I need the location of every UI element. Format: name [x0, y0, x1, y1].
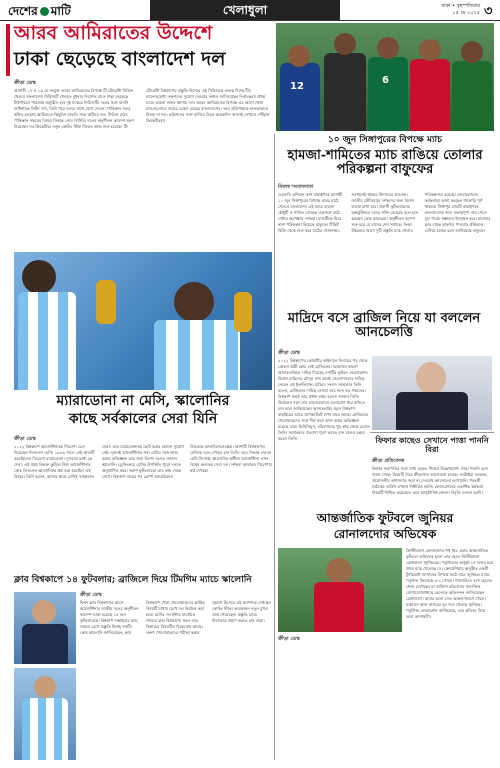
masthead-logo-icon	[40, 7, 49, 16]
story6-headline-1: আন্তর্জাতিক ফুটবলে জুনিয়র	[316, 511, 454, 525]
story4-body: ফিফার সভাপতির সঙ্গে দেখা করতে গিয়েও উল্লেখযোগ্য সাড়া পাননি বলে জানা গেছে। বিষয়টি নিয়ে ক্রীড়াঙ্গনে আলোচনা চলছে। সংশ্লিষ্টরা বলছেন, প্রয়োজনীয় কাগজপত্র জমা না দেওয়ায় আলোচনা এগোয়নি। পরবর্তী বৈঠকের তারিখ এখনো নির্ধারিত হয়নি। ফেডারেশনের একাধিক কর্মকর্তা বিষয়টি নিশ্চিত করেছেন। তবে আনুষ্ঠানিক কোনো বিবৃতি দেওয়া হয়নি।	[372, 466, 488, 495]
football-team-photo	[276, 23, 494, 131]
player-figure	[280, 63, 320, 131]
story7-headline: ক্লাব বিশ্বকাপে ১৪ ফুটবলার; ব্রাজিলে দিয়ে টিমগিম ম্যাচে স্কালোনি	[14, 575, 252, 585]
ronaldo-jr-photo	[278, 548, 402, 632]
person-figure	[22, 698, 68, 760]
player-head	[377, 37, 399, 59]
ancelotti-photo	[372, 356, 492, 430]
player-figure	[324, 53, 366, 131]
story1-byline: ক্রীড়া ডেস্ক	[14, 80, 36, 86]
section-title: খেলাধুলা	[150, 0, 340, 20]
trophy-icon	[96, 280, 116, 324]
story3-byline: ক্রীড়া ডেস্ক	[278, 350, 300, 356]
story6-byline: ক্রীড়া ডেস্ক	[278, 636, 300, 642]
player-head	[174, 282, 214, 322]
player-figure	[314, 582, 364, 632]
story7-byline: ক্রীড়া ডেস্ক	[80, 592, 102, 598]
masthead-left: দেশের	[8, 4, 38, 18]
headline-accent-bar	[6, 24, 10, 76]
story6-body: ক্রিস্টিয়ানো রোনালদোর পথ ধরে এবার আন্তর্জাতিক ফুটবলে অভিষেক হলো তার ছেলে ক্রিস্টিয়ানো রোনালদো জুনিয়রের। পর্তুগালের অনূর্ধ্ব-১৫ দলের হয়ে প্রথম ম্যাচ খেলেছে সে। ক্রোয়েশিয়ায় অনুষ্ঠিত একটি টুর্নামেন্টে জাপানের বিপক্ষে মাঠে নামে জুনিয়র। ম্যাচে পর্তুগাল জিতেছে ৪-১ গোলে। গ্যালারিতে বসে ছেলের খেলা দেখেছেন মা জর্জিনা রদ্রিগেজ। সামাজিক যোগাযোগমাধ্যমে ছেলেকে অভিনন্দন জানিয়েছেন রোনালদো। বাবার মতো সেও আক্রমণভাগে খেলে। বর্তমানে আল নাসরের যুব দলে খেলছে জুনিয়র। পর্তুগিজ ফেডারেশন জানিয়েছে, তার প্রতিভা নিয়ে তারা আশাবাদী।	[406, 548, 494, 619]
story1-body: আগামী ১৭ ও ১৯ মে সংযুক্ত আরব আমিরাতের বিপক্ষে টি-টোয়েন্টি সিরিজ খেলবে বাংলাদেশ। সিরিজটি খেলতে বুধবার দিবাগত রাতে ঢাকা ছেড়েছে টাইগাররা। শারজায় অনুষ্ঠিত হবে দুই ম্যাচের সিরিজটি। দলের সঙ্গে যাননি অধিনায়ক লিটন দাস, তিনি পরে দলের সাথে যোগ দেবেন। পাকিস্তান সফর স্থগিত হওয়ায় আমিরাতে কিছুদিন বাড়তি সময় কাটাবে দল। সিরিজ শেষে পাকিস্তান সফরের বিষয়ে সিদ্ধান্ত নেবে বিসিবি। দলের অনুশীলন ক্যাম্পে অংশ নিয়েছেন সব ক্রিকেটার। নতুন কোচিং স্টাফ নিয়েও কাজ শুরু হয়েছে। টি-টোয়েন্টি বিশ্বকাপের প্রস্তুতি হিসেবে এই সিরিজকে গুরুত্ব দিচ্ছে টিম ম্যানেজমেন্ট। তরুণদের সুযোগ দেওয়ার কথাও জানিয়েছেন নির্বাচকরা। প্রথম ম্যাচে ভালো শুরুর আশায় দল। আরব আমিরাতের বিপক্ষে এর আগে খেলা ম্যাচগুলোতে জয়ের রেকর্ড রয়েছে বাংলাদেশের। তবে প্রতিপক্ষকে হালকাভাবে নিচ্ছে না দল। কন্ডিশনের সঙ্গে মানিয়ে নিতে কয়েকদিন আগেই সেখানে পৌঁছাল ক্রিকেটাররা।	[14, 88, 270, 129]
story5-byline: ক্রীড়া ডেস্ক	[14, 436, 36, 442]
story3-body: ২০২২ বিশ্বকাপের কোয়ার্টার ফাইনালে বিদায়ের পর থেকে কোনো স্থায়ী কোচ নেই ব্রাজিলের। অবশেষে কার্লো আনচেলত্তিকে দায়িত্ব দিয়েছে দেশটির ফুটবল ফেডারেশন। রিয়াল মাদ্রিদের মৌসুম শেষ করেই সেলেসাওদের দায়িত্ব নেবেন এই ইতালিয়ান। মাদ্রিদে সংবাদ সম্মেলনে তিনি বলেন, ব্রাজিলের দায়িত্ব নেওয়া তার জন্য বড় সম্মানের। বিশ্বকাপ জয়ই তার প্রধান লক্ষ্য বলেও জানান তিনি। রিয়ালের সঙ্গে শেষ ম্যাচগুলোতে মনোযোগ ধরে রাখতে চান বলে জানিয়েছেন আনচেলত্তি। জুনে বিশ্বকাপ বাছাইয়ের ম্যাচে ডাগআউটে দেখা যাবে তাকে। ব্রাজিলের খেলোয়াড়দের সঙ্গে দীর্ঘ সময় কাজ করার অভিজ্ঞতা রয়েছে তার। ভিনিসিয়ুস, রদ্রিগোদের খুব কাছ থেকে চেনেন তিনি। সমর্থকদের প্রত্যাশা পূরণ করতে চান বলেও মন্তব্য করেন তিনি।	[278, 358, 370, 441]
player-head	[461, 41, 483, 63]
jersey-number: 12	[290, 81, 304, 92]
column-divider	[274, 134, 275, 760]
player-head	[22, 260, 56, 294]
page-number: ৩	[484, 4, 493, 19]
player-figure	[410, 59, 450, 131]
story5-headline-1: ম্যারাডোনা না মেসি, স্কালোনির	[56, 393, 230, 409]
player-figure	[452, 61, 492, 131]
player-head	[419, 39, 441, 61]
story2-kicker: ১০ জুন সিঙ্গাপুরের বিপক্ষে ম্যাচ	[327, 135, 443, 145]
player-head	[326, 558, 352, 584]
jersey-number: 6	[382, 75, 389, 86]
story2-headline: হামজা-শামিতের ম্যাচ রাঙিয়ে তোলার পরিকল্পনা বাফুফের	[287, 148, 483, 178]
person-head	[34, 676, 56, 698]
maradona-messi-photo	[14, 252, 272, 390]
masthead	[8, 3, 71, 23]
masthead-right: মাটি	[50, 4, 71, 18]
story4-headline: ফিফার কাছেও সেখানে পাত্তা পাননি বিরা	[375, 435, 489, 454]
player-figure	[154, 320, 240, 390]
story1-headline-1: আরব আমিরাতের উদ্দেশে	[14, 22, 213, 44]
story3-headline: মাদ্রিদে বসে ব্রাজিল নিয়ে যা বললেন আনচেলত্তি	[287, 311, 481, 341]
story6-headline-2: রোনালদোর অভিষেক	[333, 527, 437, 541]
person-figure	[22, 624, 68, 664]
story5-headline-2: কাছে সর্বকালের সেরা যিনি	[68, 411, 218, 427]
story2-body: এএফসি এশিয়ান কাপ বাছাইপর্বে আগামী ১০ জুন সিঙ্গাপুরের বিপক্ষে ঘরের মাঠে খেলবে বাংলাদেশ। এই ম্যাচে হামজা চৌধুরী ও শামিত সোমকে একসঙ্গে মাঠে দেখার অপেক্ষায় দর্শকরা। ম্যাচটিকে ঘিরে নানা পরিকল্পনা নিয়েছে বাফুফে। টিকিট বিক্রি থেকে শুরু করে মাঠের সাজসজ্জা, সবখানেই থাকবে উৎসবের আমেজ। জাতীয় স্টেডিয়ামে দর্শকদের জন্য বিশেষ ব্যবস্থা রাখা হবে। প্রবাসী ফুটবলারদের অন্তর্ভুক্তিতে দলের শক্তি বেড়েছে বলে মনে করছেন কোচ কাবরেরা। অনুশীলন ক্যাম্প শুরু হবে মে মাসের শেষ সপ্তাহে। ফিফা উইন্ডোর আগে দুটি প্রস্তুতি ম্যাচ খেলার পরিকল্পনাও রয়েছে। ফেডারেশনের কর্মকর্তারা আশা করছেন গ্যালারি পূর্ণ থাকবে। সিঙ্গাপুর ম্যাচটি বাছাইপর্বে বাংলাদেশের জন্য গুরুত্বপূর্ণ। জয় পেলে মূল পর্বের সম্ভাবনা উজ্জ্বল হবে। হামজার ক্লাব থেকে ছাড়পত্র পাওয়ার প্রক্রিয়াও এগিয়ে চলছে বলে জানিয়েছে বাফুফে।	[278, 192, 491, 233]
player-figure	[18, 292, 76, 390]
scaloni-photo	[14, 592, 76, 664]
messi-photo	[14, 668, 76, 760]
page-info-date: ১৫ মে ২০২৫	[452, 10, 480, 16]
story2-byline: নিজস্ব সংবাদদাতা	[278, 184, 314, 190]
story7-body: ফিফা ক্লাব বিশ্বকাপের আগে আর্জেন্টিনার জাতীয় দলের অনুশীলন ক্যাম্পে ডাকা হয়েছে ১৪ জন ফুটবলারকে। বিশ্বকাপ বাছাইয়ের ম্যাচ সামনে রেখে প্রস্তুতি নিচ্ছে দলটি। কোচ স্কালোনি জানিয়েছেন, ক্লাব বিশ্বকাপে খেলা খেলোয়াড়দের ক্লান্তির বিষয়টি মাথায় রেখে দল নির্বাচন করা হবে। মেসির দল ইন্টার মায়ামিও খেলবে ক্লাব বিশ্বকাপে। ফলে তার বিশ্রামের বিষয়টিও বিবেচনায় আছে। তরুণ খেলোয়াড়দের পরীক্ষা করার সুযোগ হিসেবে এই ক্যাম্পকে দেখছেন কোচিং স্টাফ। কয়েকজন নতুন মুখও ডাক পেয়েছেন। প্রস্তুতি ম্যাচে নিজেদের প্রমাণ করতে চান তারা।	[80, 600, 271, 635]
divider	[370, 432, 494, 433]
player-head	[288, 45, 310, 67]
story1-headline-2: ঢাকা ছেড়েছে বাংলাদেশ দল	[14, 48, 226, 70]
story4-byline: ক্রীড়া প্রতিবেদক	[372, 458, 405, 464]
player-head	[334, 33, 356, 55]
person-head	[416, 362, 446, 394]
person-figure	[396, 392, 468, 430]
player-figure	[368, 57, 408, 131]
story5-body: ২০২২ বিশ্বকাপে আর্জেন্টিনাকে শিরোপা এনে দিয়েছেন লিওনেল মেসি। ১৯৮৬ সালে সেই কাজটি করেছিলেন দিয়েগো ম্যারাডোনা। দুজনের মধ্যে কে সেরা, এই প্রশ্নে বিভক্ত ফুটবল বিশ্ব। আর্জেন্টিনার কোচ লিওনেল স্কালোনিকে প্রশ্ন করা হয়েছিল এই বিষয়ে। তিনি বলেন, আমার কাছে মেসিই সর্বকালের সেরা। তবে ম্যারাডোনাকে ছোট করার কোনো সুযোগ নেই। দুজনই আর্জেন্টিনার গর্ব। মেসির সঙ্গে কাজ করার অভিজ্ঞতা তার জন্য বিশেষ বলেও জানান স্কালোনি। ড্রেসিংরুমে মেসির উপস্থিতি পুরো দলকে অনুপ্রাণিত করে। তরুণ ফুটবলাররা তার কাছ থেকে শেখে। বিশ্বকাপ জয়ের পর কোপা আমেরিকাও জিতেছে আলবিসেলেস্তেরা। আগামী বিশ্বকাপেও মেসিকে দলে দেখতে চান তিনি। তবে সিদ্ধান্ত নেবেন মেসি নিজেই। স্কালোনির অধীনে আর্জেন্টিনা এখন বিশ্বের অন্যতম সেরা দল। দর্শকরা আবারও শিরোপার স্বপ্ন দেখছে।	[14, 444, 272, 479]
trophy-icon	[234, 292, 252, 332]
person-head	[32, 600, 56, 624]
page-info	[390, 3, 480, 17]
page-info-day: ঢাকা • বৃহস্পতিবার	[441, 3, 480, 9]
